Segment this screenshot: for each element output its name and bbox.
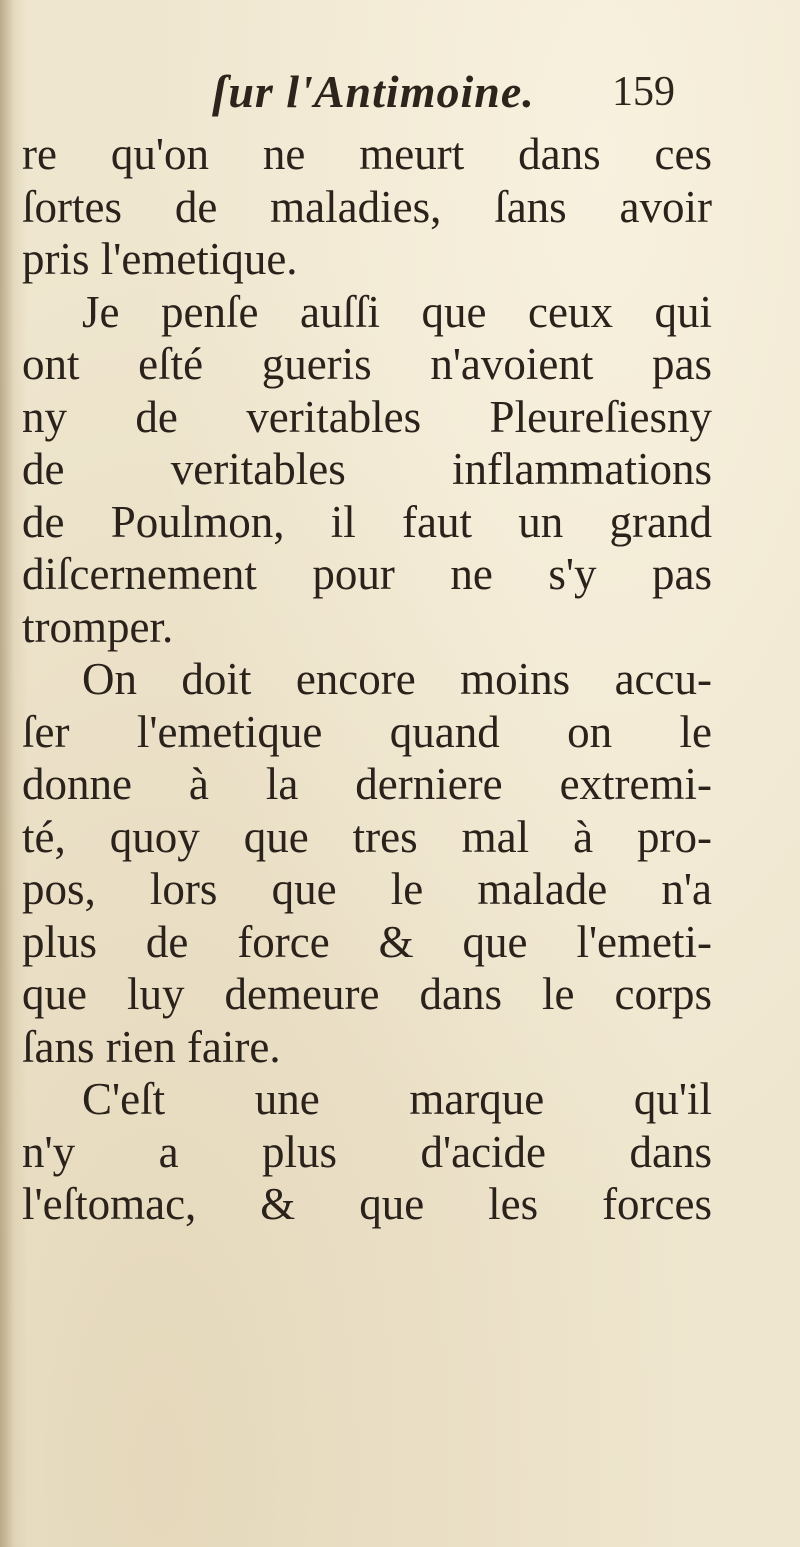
body-text (22, 128, 712, 1231)
text-line: pris l'emetique. (22, 234, 298, 284)
text-line: que luy demeure dans le corps (22, 969, 712, 1019)
running-head (0, 62, 800, 122)
paragraph-start-line: Je penſe auſſi que ceux qui (82, 286, 712, 337)
paragraph-start-line: C'eſt une marque qu'il (82, 1074, 712, 1124)
text-line: ſans rien faire. (22, 1021, 281, 1072)
text-line: re qu'on ne meurt dans ces (22, 129, 712, 179)
text-line: diſcernement pour ne s'y pas (22, 549, 712, 599)
text-line: ſer l'emetique quand on le (22, 706, 712, 757)
paragraph-start-line: On doit encore moins accu- (82, 654, 712, 704)
page-gutter-shadow (0, 0, 14, 1547)
running-title: ſur l'Antimoine. (212, 66, 535, 117)
text-line: té, quoy que tres mal à pro- (22, 811, 712, 862)
text-line: l'eſtomac, & que les forces (22, 1179, 712, 1229)
text-line: ſortes de maladies, ſans avoir (22, 181, 712, 232)
text-line: tromper. (22, 601, 174, 652)
text-line: ny de veritables Pleureſiesny (22, 391, 712, 442)
text-line: donne à la derniere extremi- (22, 759, 712, 809)
text-line: plus de force & que l'emeti- (22, 916, 712, 967)
text-line: de Poulmon, il faut un grand (22, 496, 712, 547)
text-line: ont eſté gueris n'avoient pas (22, 339, 712, 389)
text-line: de veritables inflammations (22, 444, 712, 494)
text-line: pos, lors que le malade n'a (22, 864, 712, 914)
page-number: 159 (612, 69, 675, 115)
text-line: n'y a plus d'acide dans (22, 1126, 712, 1177)
